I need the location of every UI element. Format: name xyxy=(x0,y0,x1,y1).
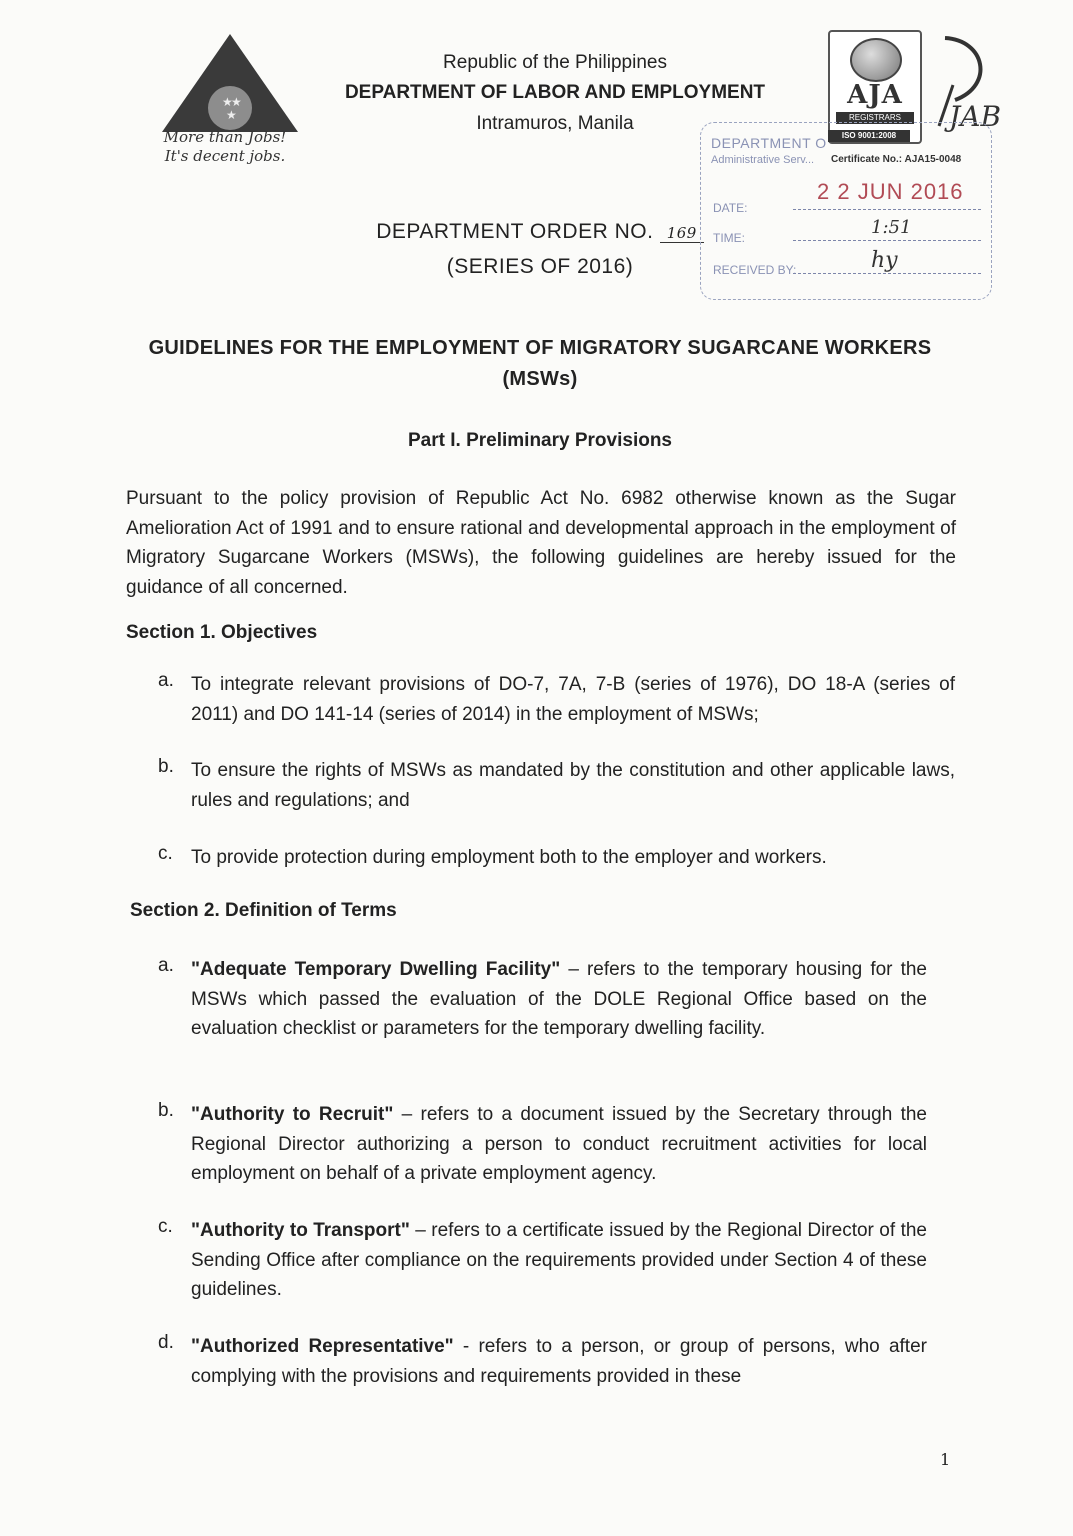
definition-d-term: "Authorized Representative" xyxy=(191,1336,454,1357)
iso-label: ISO 9001:2008 xyxy=(828,130,910,142)
section1-heading: Section 1. Objectives xyxy=(126,622,318,643)
definition-a xyxy=(191,955,927,1044)
definition-a-text: – refers to the temporary housing for the MSWs which passed the evaluation of the DOLE Regional Office based on the evaluation checklist or parameters for the temporary dwelling facility. xyxy=(191,959,928,1039)
objective-a-text: To integrate relevant provisions of DO-7, 7A, 7-B (series of 1976), DO 18-A (series of 2011) and DO 141-14 (series of 2014) in the employment of MSWs; xyxy=(191,674,955,725)
definition-c-label: c. xyxy=(158,1216,173,1237)
document-title: GUIDELINES FOR THE EMPLOYMENT OF MIGRATORY SUGARCANE WORKERS xyxy=(148,337,932,359)
date-label: DATE: xyxy=(713,201,748,215)
certificate-number: Certificate No.: AJA15-0048 xyxy=(831,154,962,165)
definition-b-label: b. xyxy=(158,1100,174,1121)
aja-text: AJA xyxy=(847,80,903,110)
logo-tagline: More than Jobs! It's decent jobs. xyxy=(163,128,287,165)
definition-a-label: a. xyxy=(158,955,174,976)
republic-line: Republic of the Philippines xyxy=(443,52,667,73)
jab-logo xyxy=(925,30,1002,133)
address-line: Intramuros, Manila xyxy=(476,113,634,134)
department-order-number: 169 xyxy=(660,224,704,243)
objective-c-label: c. xyxy=(158,843,173,864)
definition-d-label: d. xyxy=(158,1332,174,1353)
part-heading: Part I. Preliminary Provisions xyxy=(408,430,672,451)
definition-c-text: – refers to a certificate issued by the Regional Director of the Sending Office after compliance on the requirements provided under Section 4 of these guidelines. xyxy=(191,1220,927,1300)
received-label: RECEIVED BY: xyxy=(713,263,797,277)
time-label: TIME: xyxy=(713,231,745,245)
svg-text:★: ★ xyxy=(222,95,233,109)
received-stamp xyxy=(700,122,992,300)
intro-paragraph: Pursuant to the policy provision of Republic Act No. 6982 otherwise known as the Sugar Amelioration Act of 1991 and to ensure rational and developmental approach in the employment of Migratory Sugarcane Workers (MSWs), the following guidelines are hereby issued for the guidance of all concerned. xyxy=(126,488,956,598)
objective-c-text: To provide protection during employment both to the employer and workers. xyxy=(191,847,827,868)
svg-text:★: ★ xyxy=(231,95,242,109)
department-name: DEPARTMENT OF LABOR AND EMPLOYMENT xyxy=(344,82,766,103)
definition-c xyxy=(191,1216,927,1305)
objective-b-label: b. xyxy=(158,756,174,777)
svg-text:★: ★ xyxy=(226,108,237,122)
date-line xyxy=(793,209,981,210)
objective-a-label: a. xyxy=(158,670,174,691)
received-line xyxy=(793,273,981,274)
definition-b xyxy=(191,1100,927,1189)
series-line: (SERIES OF 2016) xyxy=(446,255,634,278)
globe-icon xyxy=(850,38,902,82)
registrars-text: REGISTRARS xyxy=(836,112,914,124)
document-title-abbrev: (MSWs) xyxy=(502,368,578,390)
stamp-time: 1:51 xyxy=(871,217,912,238)
definition-b-text: – refers to a document issued by the Secretary through the Regional Director authorizing a person to conduct recruitment activities for local employment on behalf of a private employment agency. xyxy=(191,1104,927,1184)
definition-d-text: - refers to a person, or group of persons, who after complying with the provisions and requirements provided in these xyxy=(191,1336,927,1387)
definition-d xyxy=(191,1332,927,1391)
time-line xyxy=(793,240,981,241)
stamp-date: 2 2 JUN 2016 xyxy=(817,179,964,204)
department-order-label: DEPARTMENT ORDER NO. xyxy=(376,220,654,243)
objective-b-text: To ensure the rights of MSWs as mandated by the constitution and other applicable laws, rules and regulations; and xyxy=(191,760,955,811)
jab-text: JAB xyxy=(949,100,1002,133)
stamp-admin: Administrative Serv... xyxy=(711,154,815,166)
definition-b-term: "Authority to Recruit" xyxy=(191,1104,394,1125)
page-number: 1 xyxy=(940,1450,951,1469)
section2-heading: Section 2. Definition of Terms xyxy=(130,900,397,921)
definition-c-term: "Authority to Transport" xyxy=(191,1220,410,1241)
received-signature: hy xyxy=(871,248,898,273)
stamp-department: DEPARTMENT O xyxy=(711,135,827,151)
definition-a-term: "Adequate Temporary Dwelling Facility" xyxy=(191,959,561,980)
